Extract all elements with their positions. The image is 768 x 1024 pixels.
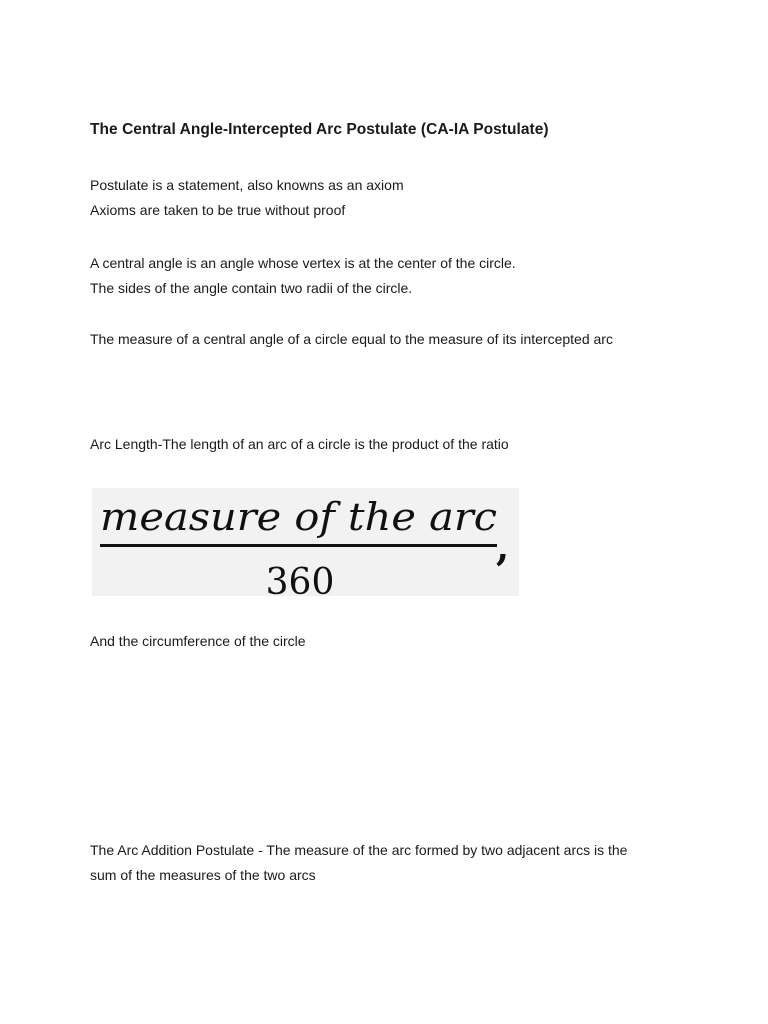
measure-statement-line: The measure of a central angle of a circle equal to the measure of its intercepted arc	[90, 331, 613, 347]
arc-length-line: Arc Length-The length of an arc of a circle is the product of the ratio	[90, 436, 509, 452]
postulate-definition-line: Postulate is a statement, also knowns as an axiom	[90, 177, 404, 193]
circumference-line: And the circumference of the circle	[90, 633, 306, 649]
page-title: The Central Angle-Intercepted Arc Postulate (CA-IA Postulate)	[90, 121, 549, 138]
formula-numerator: measure of the arc	[100, 495, 497, 539]
formula-comma: ,	[496, 524, 510, 569]
central-angle-definition-line: A central angle is an angle whose vertex is at the center of the circle.	[90, 255, 516, 271]
arc-addition-line-1: The Arc Addition Postulate - The measure of the arc formed by two adjacent arcs is the	[90, 842, 628, 858]
axiom-definition-line: Axioms are taken to be true without proof	[90, 202, 346, 218]
arc-addition-line-2: sum of the measures of the two arcs	[90, 867, 316, 883]
central-angle-sides-line: The sides of the angle contain two radii of the circle.	[90, 280, 413, 296]
fraction-bar	[100, 544, 497, 547]
arc-ratio-formula-image	[92, 488, 519, 596]
formula-denominator: 360	[265, 562, 335, 596]
